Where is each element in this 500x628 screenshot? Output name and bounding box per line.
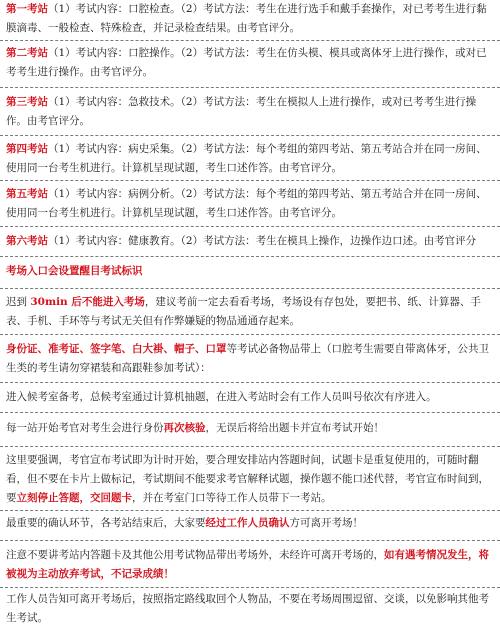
divider [0, 446, 500, 447]
divider [0, 256, 500, 257]
divider [0, 587, 500, 588]
divider [0, 510, 500, 511]
station-5-block [0, 185, 500, 223]
items-post: 等考试必备物品带上（口腔考生需要自带离体牙，公共卫生类的考生请勿穿裙装和高跟鞋参加考试）： [6, 343, 489, 374]
final-text: 工作人员告知可离开考场后，按照指定路线取回个人物品，不要在考场周围逗留、交谈，以免影响其他考生考试。 [6, 593, 489, 624]
warning-pre: 注意不要讲考站内答题卡及其他公用考试物品带出考场外，未经许可离开考场的， [6, 549, 384, 561]
station-1-text: （1）考试内容：口腔检查。（2）考试方法：考生在进行选手和戴手套操作，对已考考生进行黏膜滴毒、一般检查、特殊检查，并记录检查结果。由考官评分。 [6, 3, 487, 34]
exit-post: 方可离开考场！ [289, 517, 363, 529]
divider [0, 135, 500, 136]
verify-highlight: 再次核验 [163, 422, 206, 434]
station-1-name: 第一考站 [6, 3, 48, 15]
divider [0, 412, 500, 413]
station-3-name: 第三考站 [6, 96, 48, 108]
station-4-block [0, 140, 500, 178]
station-3-text: （1）考试内容：急救技术。（2）考试方法：考生在模拟人上进行操作，或对已考考生进行操作。由考官评分。 [6, 96, 477, 127]
timing-highlight: 立刻停止答题，交回题卡 [16, 492, 132, 504]
station-5-text: （1）考试内容：病例分析。（2）考试方法：每个考组的第四考站、第五考站合并在同一房间、使用同一台考生机进行。计算机呈现试题，考生口述作答。由考官评分。 [6, 188, 487, 219]
station-2-name: 第二考站 [6, 47, 48, 59]
timing-text-2: ，并在考室门口等待工作人员带下一考站。 [132, 492, 332, 504]
warning-block [0, 546, 500, 584]
required-items-block [0, 340, 500, 378]
late-arrival-block [0, 293, 500, 331]
divider [0, 382, 500, 383]
timing-text-1: 这里要强调，考官宣布考试即为计时开始，要合理安排站内答题时间，试题卡是重复使用的，可随时翻看，但不要在卡片上做标记，考试期间不能要求考官解释试题，操作题不能口述代替，考官宣布时间到，要 [6, 454, 489, 504]
station-6-text: （1）考试内容：健康教育。（2）考试方法：考生在模具上操作，边操作边口述。由考官评分 [48, 235, 477, 247]
warning-highlight: 如有遇考情况发生，将被视为主动放弃考试，不记录成绩！ [6, 549, 489, 580]
waiting-room-block [0, 388, 500, 407]
late-highlight: 30min 后不能进入考场 [30, 296, 145, 308]
station-2-block [0, 44, 500, 82]
exit-highlight: 经过工作人员确认 [205, 517, 290, 529]
station-6-name: 第六考站 [6, 235, 48, 247]
waiting-text: 进入候考室备考，总候考室通过计算机抽题，在进入考站时会有工作人员叫号依次有序进入。 [6, 391, 437, 403]
divider [0, 288, 500, 289]
station-2-text: （1）考试内容：口腔操作。（2）考试方法：考生在仿头模、模具或离体牙上进行操作，或对已考考生进行操作。由考官评分。 [6, 47, 487, 78]
late-pre: 迟到 [6, 296, 31, 308]
divider [0, 180, 500, 181]
exit-confirm-block [0, 514, 500, 533]
identity-verify-block [0, 419, 500, 438]
entrance-heading-block [0, 262, 500, 281]
station-5-name: 第五考站 [6, 188, 48, 200]
station-4-text: （1）考试内容：病史采集。（2）考试方法：每个考组的第四考站、第五考站合并在同一房间、使用同一台考生机进行。计算机呈现试题，考生口述作答。由考官评分。 [6, 143, 487, 174]
divider [0, 87, 500, 88]
divider [0, 40, 500, 41]
station-6-block [0, 232, 500, 251]
final-instructions-block [0, 590, 500, 628]
items-highlight: 身份证、准考证、签字笔、白大褂、帽子、口罩 [6, 343, 227, 355]
station-3-block [0, 93, 500, 131]
timing-rules-block [0, 451, 500, 508]
late-post: ，建议考前一定去看看考场，考场设有存包处，要把书、纸、计算器、手表、手机、手环等与考试无关但有作弊嫌疑的物品通通存起来。 [6, 296, 481, 327]
divider [0, 334, 500, 335]
exit-pre: 最重要的确认环节，各考站结束后，大家要 [6, 517, 206, 529]
verify-post: ，无误后将给出题卡并宣布考试开始！ [205, 422, 384, 434]
station-4-name: 第四考站 [6, 143, 48, 155]
divider [0, 226, 500, 227]
station-1-block [0, 0, 500, 38]
verify-pre: 每一站开始考官对考生会进行身份 [6, 422, 164, 434]
divider [0, 540, 500, 541]
entrance-heading: 考场入口会设置醒目考试标识 [6, 265, 143, 277]
